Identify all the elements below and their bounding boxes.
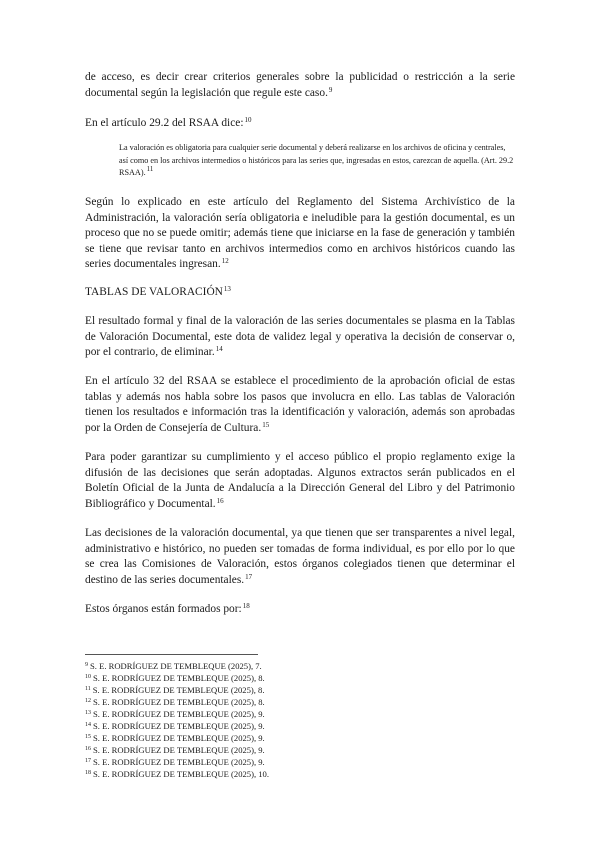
- footnote-ref: 10: [244, 116, 252, 124]
- footnote-ref: 15: [262, 420, 270, 429]
- footnotes-list: [85, 660, 515, 780]
- paragraph-regulation-explanation: Según lo explicado en este artículo del Reglamento del Sistema Archivístico de la Administración, la valoración sería obligatoria e ineludible para la gestión documental, es un proceso que no se puede omitir; además tiene que iniciarse en la fase de generación y también se tiene que revisar tanto en archivos intermedios como en archivos históricos cuando las series documentales ingresan.$^{12}$: [85, 196, 515, 271]
- paragraph-access-criteria: de acceso, es decir crear criterios generales sobre la publicidad o restricción a la serie documental según la legislación que regule este caso.$^9$: [85, 71, 515, 99]
- footnote-item: $^{14}$ S. E. RODRÍGUEZ DE TEMBLEQUE (2025), 9.: [85, 721, 265, 731]
- footnote-ref: 14: [215, 345, 223, 354]
- paragraph-organs-composition: Estos órganos están formados por:$^{18}$: [85, 602, 250, 615]
- footnote-item: $^{18}$ S. E. RODRÍGUEZ DE TEMBLEQUE (2025), 10.: [85, 769, 269, 779]
- footnote-separator: [85, 654, 258, 655]
- section-heading: TABLAS DE VALORACIÓN$^{13}$: [85, 285, 231, 298]
- footnote-item: $^{17}$ S. E. RODRÍGUEZ DE TEMBLEQUE (2025), 9.: [85, 757, 265, 767]
- footnote-item: $^9$ S. E. RODRÍGUEZ DE TEMBLEQUE (2025), 7.: [85, 661, 262, 671]
- paragraph-public-access: Para poder garantizar su cumplimiento y el acceso público el propio reglamento exige la difusión de las decisiones que serán adoptadas. Algunos extractos serán publicados en el Boletín Oficial de la Junta de Andalucía a la Dirección General del Libro y del Patrimonio Bibliográfico y Documental.$^{16}$: [85, 451, 515, 510]
- footnote-item: $^{13}$ S. E. RODRÍGUEZ DE TEMBLEQUE (2025), 9.: [85, 709, 265, 719]
- footnote-item: $^{11}$ S. E. RODRÍGUEZ DE TEMBLEQUE (2025), 8.: [85, 685, 265, 695]
- footnote-item: $^{15}$ S. E. RODRÍGUEZ DE TEMBLEQUE (2025), 9.: [85, 733, 265, 743]
- footnote-item: $^{12}$ S. E. RODRÍGUEZ DE TEMBLEQUE (2025), 8.: [85, 697, 265, 707]
- paragraph-valuation-commissions: Las decisiones de la valoración documental, ya que tienen que ser transparentes a nivel legal, administrativo e histórico, no pueden ser tomadas de forma individual, es por ello por lo que se crea las Comisiones de Valoración, estos órganos colegiados tienen que determinar el destino de las series documentales.$^{17}$: [85, 527, 515, 586]
- footnote-ref: 12: [221, 257, 229, 266]
- paragraph-formal-result: El resultado formal y final de la valoración de las series documentales se plasma en la Tablas de Valoración Documental, este dota de validez legal y operativa la decisión de conservar o, por el contrario, de eliminar.$^{14}$: [85, 315, 515, 359]
- footnote-ref: 18: [242, 602, 250, 610]
- footnote-ref: 9: [328, 85, 333, 94]
- footnote-item: $^{10}$ S. E. RODRÍGUEZ DE TEMBLEQUE (2025), 8.: [85, 673, 265, 683]
- paragraph-article-intro: En el artículo 29.2 del RSAA dice:$^{10}$: [85, 116, 252, 129]
- footnote-item: $^{16}$ S. E. RODRÍGUEZ DE TEMBLEQUE (2025), 9.: [85, 745, 265, 755]
- footnote-ref: 17: [245, 572, 253, 581]
- block-quote-article-29: La valoración es obligatoria para cualquier serie documental y deberá realizarse en los archivos de oficina y centrales, así como en los archivos intermedios o históricos para las series que, ingresadas en estos, carezcan de aquella. (Art. 29.2 RSAA).$^{11}$: [119, 143, 514, 178]
- footnote-ref: 11: [146, 165, 154, 174]
- footnote-ref: 16: [216, 496, 224, 505]
- paragraph-article-32: En el artículo 32 del RSAA se establece el procedimiento de la aprobación oficial de estas tablas y además nos habla sobre los pasos que involucra en ello. Las tablas de Valoración tienen los resultados e información tras la identificación y valoración, además son aprobadas por la Orden de Consejería de Cultura.$^{15}$: [85, 375, 515, 434]
- footnote-ref: 13: [223, 285, 231, 293]
